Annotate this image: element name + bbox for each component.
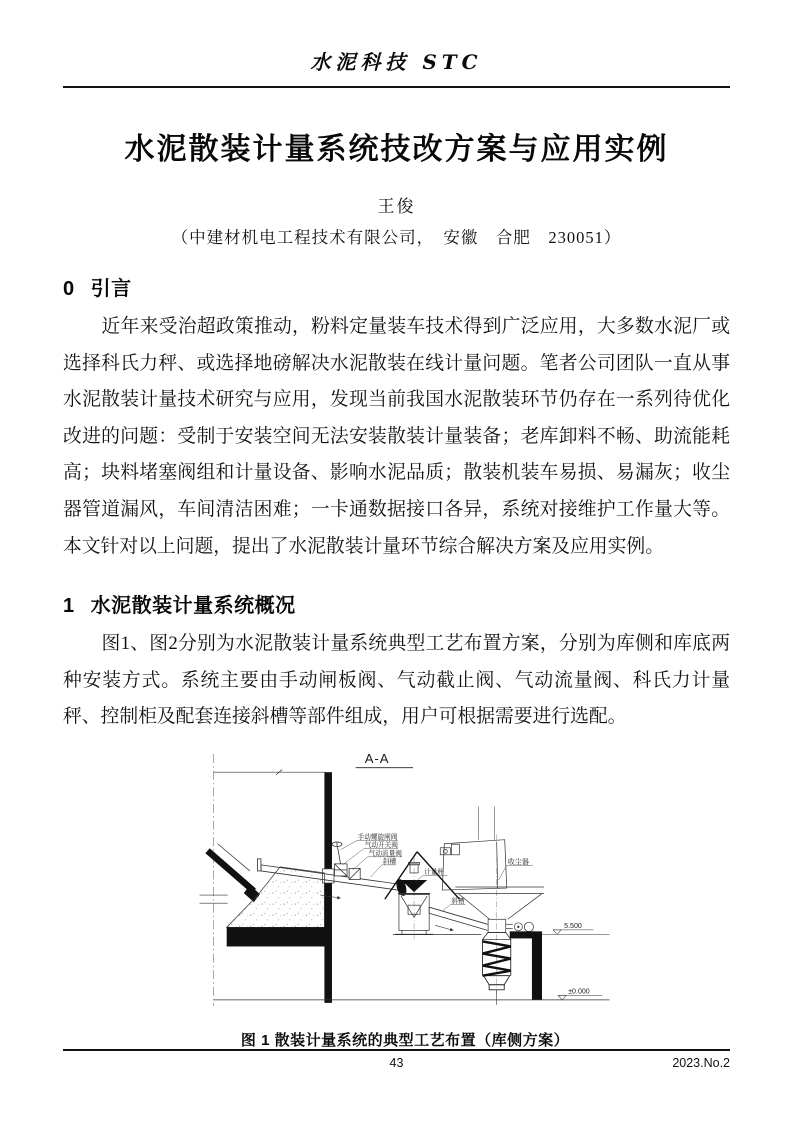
- svg-text:A-A: A-A: [364, 751, 390, 767]
- paragraph-introduction: 近年来受治超政策推动，粉料定量装车技术得到广泛应用，大多数水泥厂或选择科氏力秤、或选择地磅解决水泥散装在线计量问题。笔者公司团队一直从事水泥散装计量技术研究与应用，发现当前我国水泥散装环节仍存在一系列待优化改进的问题：受制于安装空间无法安装散装计量装备；老库卸料不畅、助流能耗高；块料堵塞阀组和计量设备、影响水泥品质；散装机装车易损、易漏灰；收尘器管道漏风，车间清洁困难；一卡通数据接口各异，系统对接维护工作量大等。本文针对以上问题，提出了水泥散装计量环节综合解决方案及应用实例。: [63, 316, 730, 557]
- elevation-0000: [558, 988, 602, 1000]
- section-heading-1: [63, 589, 730, 618]
- header-rule: [63, 86, 730, 88]
- section-title: 水泥散装计量系统概况: [90, 595, 296, 618]
- figure-1-caption: 图 1 散装计量系统的典型工艺布置（库侧方案）: [240, 1031, 570, 1049]
- article-author: 王俊: [377, 197, 416, 216]
- article-title: 水泥散装计量系统技改方案与应用实例: [124, 133, 669, 166]
- paragraph-system-overview: 图1、图2分别为水泥散装计量系统典型工艺布置方案，分别为库侧和库底两种安装方式。系统主要由手动闸板阀、气动截止阀、气动流量阀、科氏力计量秤、控制柜及配套连接斜槽等部件组成，用户可根据需要进行选配。: [63, 633, 730, 728]
- valve-assembly: [332, 842, 360, 880]
- label-pneumatic-flow-valve: 气动流量阀: [368, 850, 402, 858]
- label-dust-collector: [499, 857, 533, 880]
- section-number: 0: [63, 278, 75, 300]
- view-label-a-a: [356, 751, 413, 768]
- floor-slab-left: [227, 927, 332, 946]
- svg-text:斜槽: 斜槽: [451, 898, 465, 906]
- page-number: 43: [389, 1056, 404, 1070]
- journal-header-title: 水泥科技 STC: [310, 50, 483, 74]
- svg-text:收尘器: 收尘器: [507, 858, 529, 866]
- retaining-wall: [532, 931, 542, 1000]
- article-affiliation: （中建材机电工程技术有限公司， 安徽 合肥 230051）: [171, 228, 622, 247]
- svg-text:计量秤: 计量秤: [424, 868, 445, 876]
- blower-unit: [506, 922, 534, 931]
- label-air-slide: 斜槽: [382, 858, 397, 866]
- journal-issue: 2023.No.2: [672, 1056, 730, 1070]
- silo-cone: [199, 844, 259, 903]
- elevation-5500: [553, 923, 593, 935]
- figure-1-technical-drawing: [193, 746, 617, 1018]
- flow-arrow: [435, 925, 453, 930]
- label-pneumatic-switch-valve: 气动开关阀: [364, 842, 398, 850]
- label-manual-spiral-valve: 手动螺旋闸阀: [357, 834, 398, 842]
- svg-text:±0.000: ±0.000: [568, 988, 590, 996]
- section-title: 引言: [90, 278, 132, 300]
- loading-hopper: [455, 835, 544, 994]
- section-number: 1: [63, 595, 75, 618]
- figure-1: [193, 746, 617, 1050]
- page-footer: [63, 1049, 730, 1075]
- bellows-spout: [483, 932, 511, 1005]
- svg-text:5.500: 5.500: [564, 922, 582, 930]
- section-heading-0: [63, 272, 730, 301]
- label-air-slide-2: [442, 896, 465, 911]
